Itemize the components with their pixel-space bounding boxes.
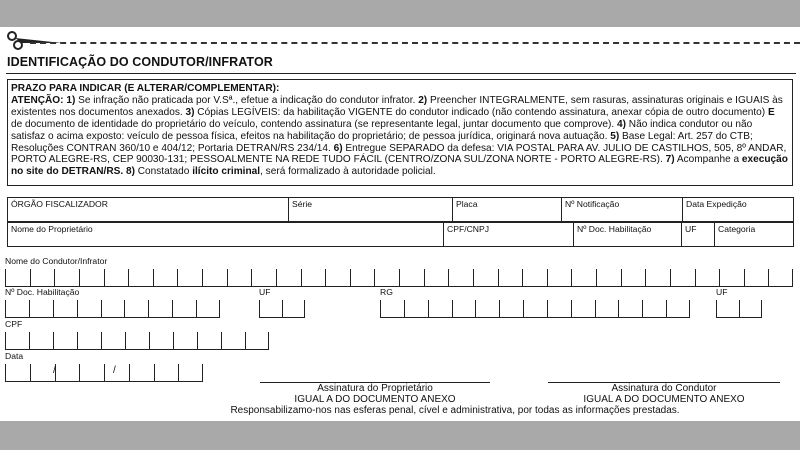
data-input[interactable] xyxy=(5,364,203,382)
box-divider xyxy=(79,269,80,286)
box-divider xyxy=(101,300,102,317)
box-divider xyxy=(595,300,596,317)
box-divider xyxy=(618,300,619,317)
box-divider xyxy=(645,269,646,286)
box-divider xyxy=(221,332,222,349)
rg-input[interactable] xyxy=(380,300,690,318)
instruction-text: de documento de identidade do proprietário do veículo, contendo assinatura (se representante legal, juntar documento que comprove). xyxy=(11,118,618,130)
owner-info-table xyxy=(7,222,794,247)
box-divider xyxy=(173,332,174,349)
item-number: 8) xyxy=(123,166,135,178)
box-divider xyxy=(5,300,6,317)
box-divider xyxy=(792,269,793,286)
box-divider xyxy=(761,300,762,317)
box-divider xyxy=(547,300,548,317)
box-divider xyxy=(104,364,105,381)
item-number: 6) xyxy=(333,142,343,154)
driver-signature-note: IGUAL A DO DOCUMENTO ANEXO xyxy=(583,394,745,405)
box-divider xyxy=(719,269,720,286)
deadline-heading: PRAZO PARA INDICAR (E ALTERAR/COMPLEMENTAR): xyxy=(11,83,280,94)
responsibility-statement xyxy=(0,405,800,416)
instruction-emphasis: execução no site do DETRAN/RS. xyxy=(11,154,788,178)
box-divider xyxy=(428,300,429,317)
box-divider xyxy=(153,269,154,286)
box-divider xyxy=(196,300,197,317)
driver-signature-caption xyxy=(539,383,789,405)
box-divider xyxy=(522,269,523,286)
box-divider xyxy=(29,300,30,317)
box-divider xyxy=(282,300,283,317)
box-divider xyxy=(251,269,252,286)
instruction-text: Constatado xyxy=(134,166,193,178)
box-divider xyxy=(596,269,597,286)
box-divider xyxy=(744,269,745,286)
instruction-text: Preencher INTEGRALMENTE, sem rasuras, assinaturas originais e IGUAIS às existentes nos documentos anexados. xyxy=(11,94,783,118)
box-divider xyxy=(30,269,31,286)
box-divider xyxy=(148,300,149,317)
box-divider xyxy=(350,269,351,286)
uf-input[interactable] xyxy=(259,300,305,318)
box-divider xyxy=(177,269,178,286)
box-divider xyxy=(124,300,125,317)
box-divider xyxy=(77,332,78,349)
box-divider xyxy=(5,269,6,286)
box-divider xyxy=(448,269,449,286)
cut-line xyxy=(30,42,800,44)
box-divider xyxy=(716,300,717,317)
box-divider xyxy=(202,269,203,286)
box-divider xyxy=(149,332,150,349)
box-divider xyxy=(197,332,198,349)
box-divider xyxy=(621,269,622,286)
divider xyxy=(6,73,796,74)
box-divider xyxy=(666,300,667,317)
item-number: 4) xyxy=(617,118,626,130)
scissors-icon xyxy=(4,29,64,51)
box-divider xyxy=(670,269,671,286)
item-number: 1) xyxy=(66,94,76,106)
form-page xyxy=(0,27,800,421)
box-divider xyxy=(325,269,326,286)
box-divider xyxy=(245,332,246,349)
box-divider xyxy=(53,332,54,349)
attention-label: ATENÇÃO: xyxy=(11,94,64,106)
box-divider xyxy=(125,332,126,349)
box-divider xyxy=(374,269,375,286)
box-divider xyxy=(172,300,173,317)
box-divider xyxy=(259,300,260,317)
item-number: 7) xyxy=(665,154,675,166)
data-label: Data xyxy=(5,351,24,361)
box-divider xyxy=(642,300,643,317)
box-divider xyxy=(571,300,572,317)
box-divider xyxy=(301,269,302,286)
box-divider xyxy=(227,269,228,286)
box-divider xyxy=(77,300,78,317)
box-divider xyxy=(154,364,155,381)
categoria-field[interactable]: Categoria xyxy=(715,223,794,247)
box-divider xyxy=(101,332,102,349)
box-divider xyxy=(276,269,277,286)
rg-label: RG xyxy=(380,287,393,297)
instructions-box xyxy=(7,79,793,186)
cpf-cnpj-field[interactable]: CPF/CNPJ xyxy=(444,223,574,247)
item-number: 5) xyxy=(610,130,620,142)
box-divider xyxy=(5,364,6,381)
date-separator: / xyxy=(113,365,116,376)
instruction-text: Entregue SEPARADO da defesa: VIA POSTAL PARA AV. JULIO DE CASTILHOS, 505, 8º ANDAR, PORTO ALEGRE-RS, CEP 90030-131; PESSOALMENTE NA REDE TUDO FÁCIL (CENTRO/ZONA SUL/ZONA NORTE - PORTO ALEGRE-RS). xyxy=(11,142,787,166)
box-divider xyxy=(498,269,499,286)
notificacao-field[interactable]: Nº Notificação xyxy=(562,198,683,222)
box-divider xyxy=(178,364,179,381)
instruction-text: Não indica condutor ou não satisfaz o acima exposto: veículo de pessoa física, efeitos na habilitação do proprietário; de pessoa jurídica, originará nova autuação. xyxy=(11,118,753,142)
box-divider xyxy=(475,300,476,317)
owner-doc-hab-field[interactable]: Nº Doc. Habilitação xyxy=(574,223,682,247)
instruction-text: , será formalizado à autoridade policial. xyxy=(260,166,436,178)
item-number: 3) xyxy=(185,106,195,118)
box-divider xyxy=(79,364,80,381)
box-divider xyxy=(304,300,305,317)
serie-field[interactable]: Série xyxy=(289,198,453,222)
item-number: 2) xyxy=(418,94,428,106)
placa-field[interactable]: Placa xyxy=(453,198,562,222)
owner-signature-title: Assinatura do Proprietário xyxy=(317,383,433,394)
responsibility-text: Responsabilizamo-nos nas esferas penal, cível e administrativa, por todas as informações prestadas. xyxy=(230,405,680,416)
instruction-text: Acompanhe a xyxy=(674,154,742,166)
box-divider xyxy=(219,300,220,317)
nome-condutor-label: Nome do Condutor/Infrator xyxy=(5,256,108,266)
box-divider xyxy=(129,364,130,381)
box-divider xyxy=(499,300,500,317)
cpf-label: CPF xyxy=(5,319,23,329)
doc-hab-input[interactable] xyxy=(5,300,220,318)
box-divider xyxy=(571,269,572,286)
proprietario-field[interactable]: Nome do Proprietário xyxy=(8,223,444,247)
box-divider xyxy=(202,364,203,381)
box-divider xyxy=(547,269,548,286)
box-divider xyxy=(689,300,690,317)
uf2-input[interactable] xyxy=(716,300,762,318)
box-divider xyxy=(399,269,400,286)
form-title: IDENTIFICAÇÃO DO CONDUTOR/INFRATOR xyxy=(7,55,273,69)
nome-condutor-input[interactable] xyxy=(5,269,793,287)
box-divider xyxy=(380,300,381,317)
cpf-input[interactable] xyxy=(5,332,269,350)
uf-label: UF xyxy=(259,287,271,297)
box-divider xyxy=(404,300,405,317)
instruction-emphasis: E xyxy=(767,106,775,118)
instruction-text: Se infração não praticada por V.Sª., efetue a indicação do condutor infrator. xyxy=(75,94,419,106)
instruction-emphasis: ilícito criminal xyxy=(192,166,261,178)
box-divider xyxy=(473,269,474,286)
uf2-label: UF xyxy=(716,287,728,297)
driver-signature-title: Assinatura do Condutor xyxy=(611,383,717,394)
box-divider xyxy=(30,364,31,381)
data-expedicao-field[interactable]: Data Expedição xyxy=(683,198,794,222)
doc-hab-label: Nº Doc. Habilitação xyxy=(5,287,80,297)
box-divider xyxy=(424,269,425,286)
box-divider xyxy=(104,269,105,286)
vehicle-info-table xyxy=(7,197,794,222)
instruction-text: Cópias LEGÍVEIS: da habilitação VIGENTE do condutor indicado (não contendo assinatura, anexar cópia de outro documento) xyxy=(194,106,768,118)
box-divider xyxy=(768,269,769,286)
box-divider xyxy=(54,269,55,286)
orgao-fiscalizador-field[interactable]: ÓRGÃO FISCALIZADOR xyxy=(8,198,289,222)
box-divider xyxy=(739,300,740,317)
box-divider xyxy=(5,332,6,349)
owner-signature-note: IGUAL A DO DOCUMENTO ANEXO xyxy=(294,394,456,405)
box-divider xyxy=(268,332,269,349)
box-divider xyxy=(53,300,54,317)
owner-uf-field[interactable]: UF xyxy=(682,223,715,247)
box-divider xyxy=(452,300,453,317)
instruction-text: Base Legal: Art. 257 do CTB; Resoluções CONTRAN 360/10 e 404/12; Portaria DETRAN/RS 234/14. xyxy=(11,130,753,154)
date-separator: / xyxy=(53,365,56,376)
box-divider xyxy=(128,269,129,286)
box-divider xyxy=(523,300,524,317)
owner-signature-caption xyxy=(250,383,500,405)
box-divider xyxy=(695,269,696,286)
box-divider xyxy=(29,332,30,349)
